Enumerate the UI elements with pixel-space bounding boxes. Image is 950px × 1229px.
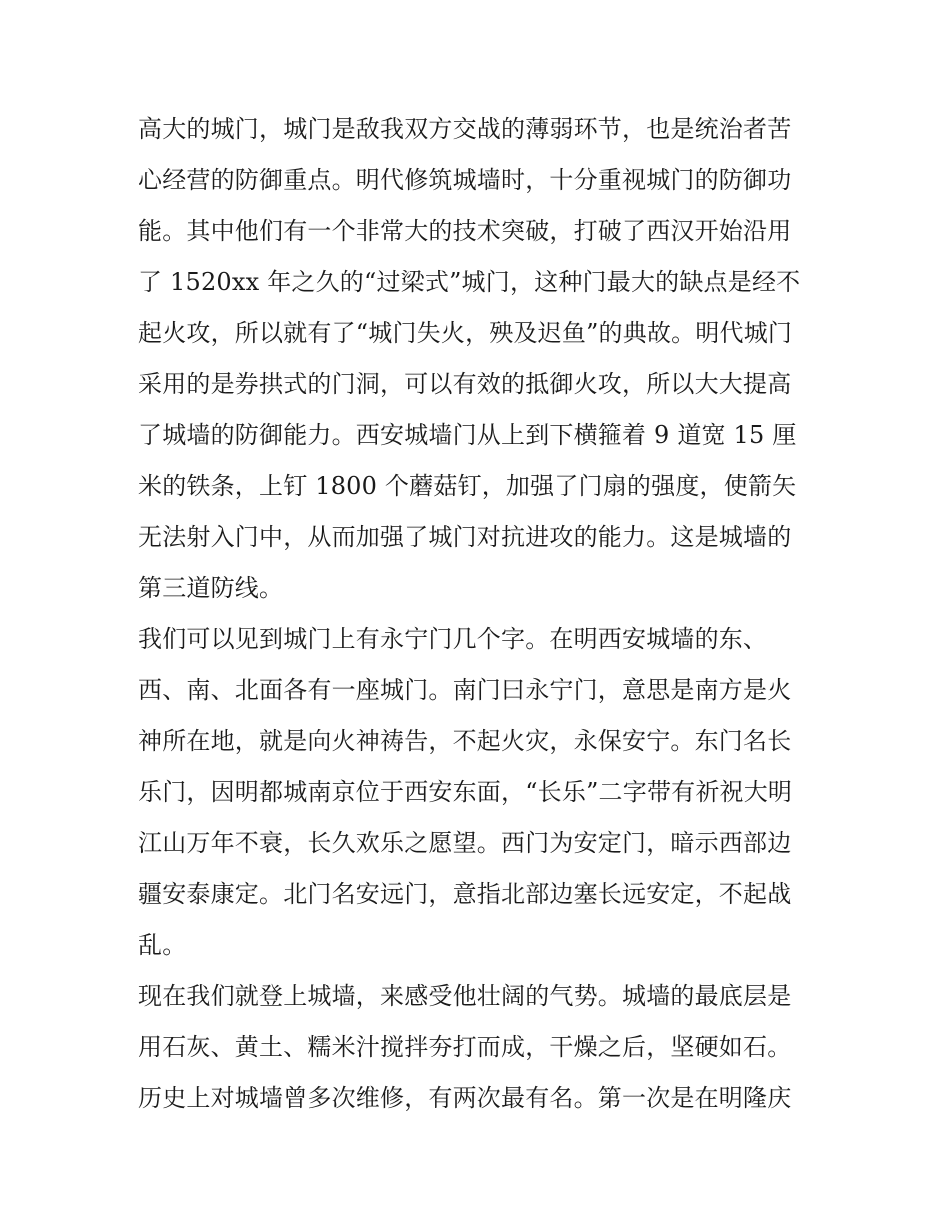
text-line: 历史上对城墙曾多次维修，有两次最有名。第一次是在明隆庆 bbox=[138, 1084, 792, 1112]
text-line: 现在我们就登上城墙，来感受他壮阔的气势。城墙的最底层是 bbox=[138, 982, 792, 1010]
text-line: 疆安泰康定。北门名安远门，意指北部边塞长远安定，不起战 bbox=[138, 880, 792, 908]
text-line: 第三道防线。 bbox=[138, 574, 284, 602]
text-line: 乐门，因明都城南京位于西安东面，“长乐”二字带有祈祝大明 bbox=[138, 778, 793, 806]
text-line: 用石灰、黄土、糯米汁搅拌夯打而成，干燥之后，坚硬如石。 bbox=[138, 1033, 792, 1061]
text-line: 江山万年不衰，长久欢乐之愿望。西门为安定门，暗示西部边 bbox=[138, 829, 792, 857]
text-line: 神所在地，就是向火神祷告，不起火灾，永保安宁。东门名长 bbox=[138, 727, 792, 755]
text-line: 我们可以见到城门上有永宁门几个字。在明西安城墙的东、 bbox=[138, 625, 768, 653]
text-line: 乱。 bbox=[138, 931, 187, 959]
text-line: 心经营的防御重点。明代修筑城墙时，十分重视城门的防御功 bbox=[138, 166, 792, 194]
text-line: 高大的城门，城门是敌我双方交战的薄弱环节，也是统治者苦 bbox=[138, 115, 792, 143]
text-line: 了城墙的防御能力。西安城墙门从上到下横箍着 9 道宽 15 厘 bbox=[138, 421, 797, 449]
text-line: 米的铁条，上钉 1800 个蘑菇钉，加强了门扇的强度，使箭矢 bbox=[138, 472, 797, 500]
text-line: 西、南、北面各有一座城门。南门曰永宁门，意思是南方是火 bbox=[138, 676, 792, 704]
text-line: 起火攻，所以就有了“城门失火，殃及迟鱼”的典故。明代城门 bbox=[138, 319, 793, 347]
text-line: 采用的是券拱式的门洞，可以有效的抵御火攻，所以大大提高 bbox=[138, 370, 792, 398]
text-line: 能。其中他们有一个非常大的技术突破，打破了西汉开始沿用 bbox=[138, 217, 792, 245]
text-line: 了 1520xx 年之久的“过梁式”城门，这种门最大的缺点是经不 bbox=[138, 268, 801, 296]
text-line: 无法射入门中，从而加强了城门对抗进攻的能力。这是城墙的 bbox=[138, 523, 792, 551]
document-body bbox=[138, 104, 818, 1124]
